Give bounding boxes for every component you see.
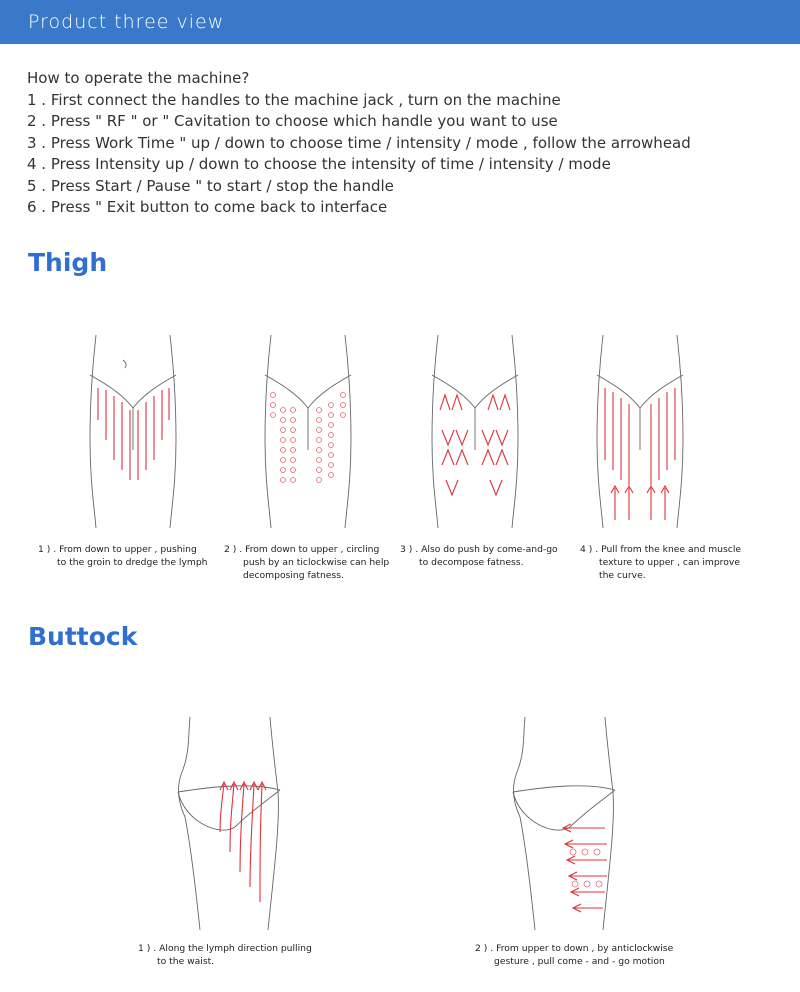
buttock-section-title: Buttock [28, 622, 138, 651]
instructions [27, 68, 691, 219]
buttock-figure-2 [495, 712, 635, 932]
header-title: Product three view [28, 11, 225, 33]
thigh-caption-3: 3 ) . Also do push by come-and-go to decompose fatness. [400, 544, 558, 568]
instruction-step-5: 5 . Press Start / Pause " to start / stop the handle [27, 176, 394, 195]
instruction-step-2: 2 . Press " RF " or " Cavitation to choose which handle you want to use [27, 112, 558, 130]
thigh-figure-1 [78, 330, 188, 530]
instruction-step-6: 6 . Press " Exit button to come back to interface [27, 198, 388, 216]
thigh-figure-4 [585, 330, 695, 530]
buttock-figure-1 [160, 712, 300, 932]
thigh-section-title: Thigh [28, 248, 108, 277]
instruction-step-4: 4 . Press Intensity up / down to choose the intensity of time / intensity / mode [27, 155, 611, 173]
thigh-caption-1: 1 ) . From down to upper , pushing to the groin to dredge the lymph [38, 544, 208, 568]
instruction-step-3: 3 . Press Work Time " up / down to choose time / intensity / mode , follow the arrowhead [27, 133, 691, 152]
thigh-caption-4: 4 ) . Pull from the knee and muscle texture to upper , can improve the curve. [580, 544, 742, 581]
buttock-caption-2: 2 ) . From upper to down , by anticlockwise gesture , pull come - and - go motion [475, 943, 674, 967]
thigh-caption-2: 2 ) . From down to upper , circling push by an ticlockwise can help decomposing fatness. [224, 544, 390, 581]
thigh-figure-2 [253, 330, 363, 530]
header-bar [0, 0, 800, 44]
instruction-step-1: 1 . First connect the handles to the machine jack , turn on the machine [27, 90, 561, 109]
instruction-heading: How to operate the machine? [27, 69, 250, 87]
thigh-figure-3 [420, 330, 530, 530]
buttock-caption-1: 1 ) . Along the lymph direction pulling to the waist. [138, 943, 312, 967]
